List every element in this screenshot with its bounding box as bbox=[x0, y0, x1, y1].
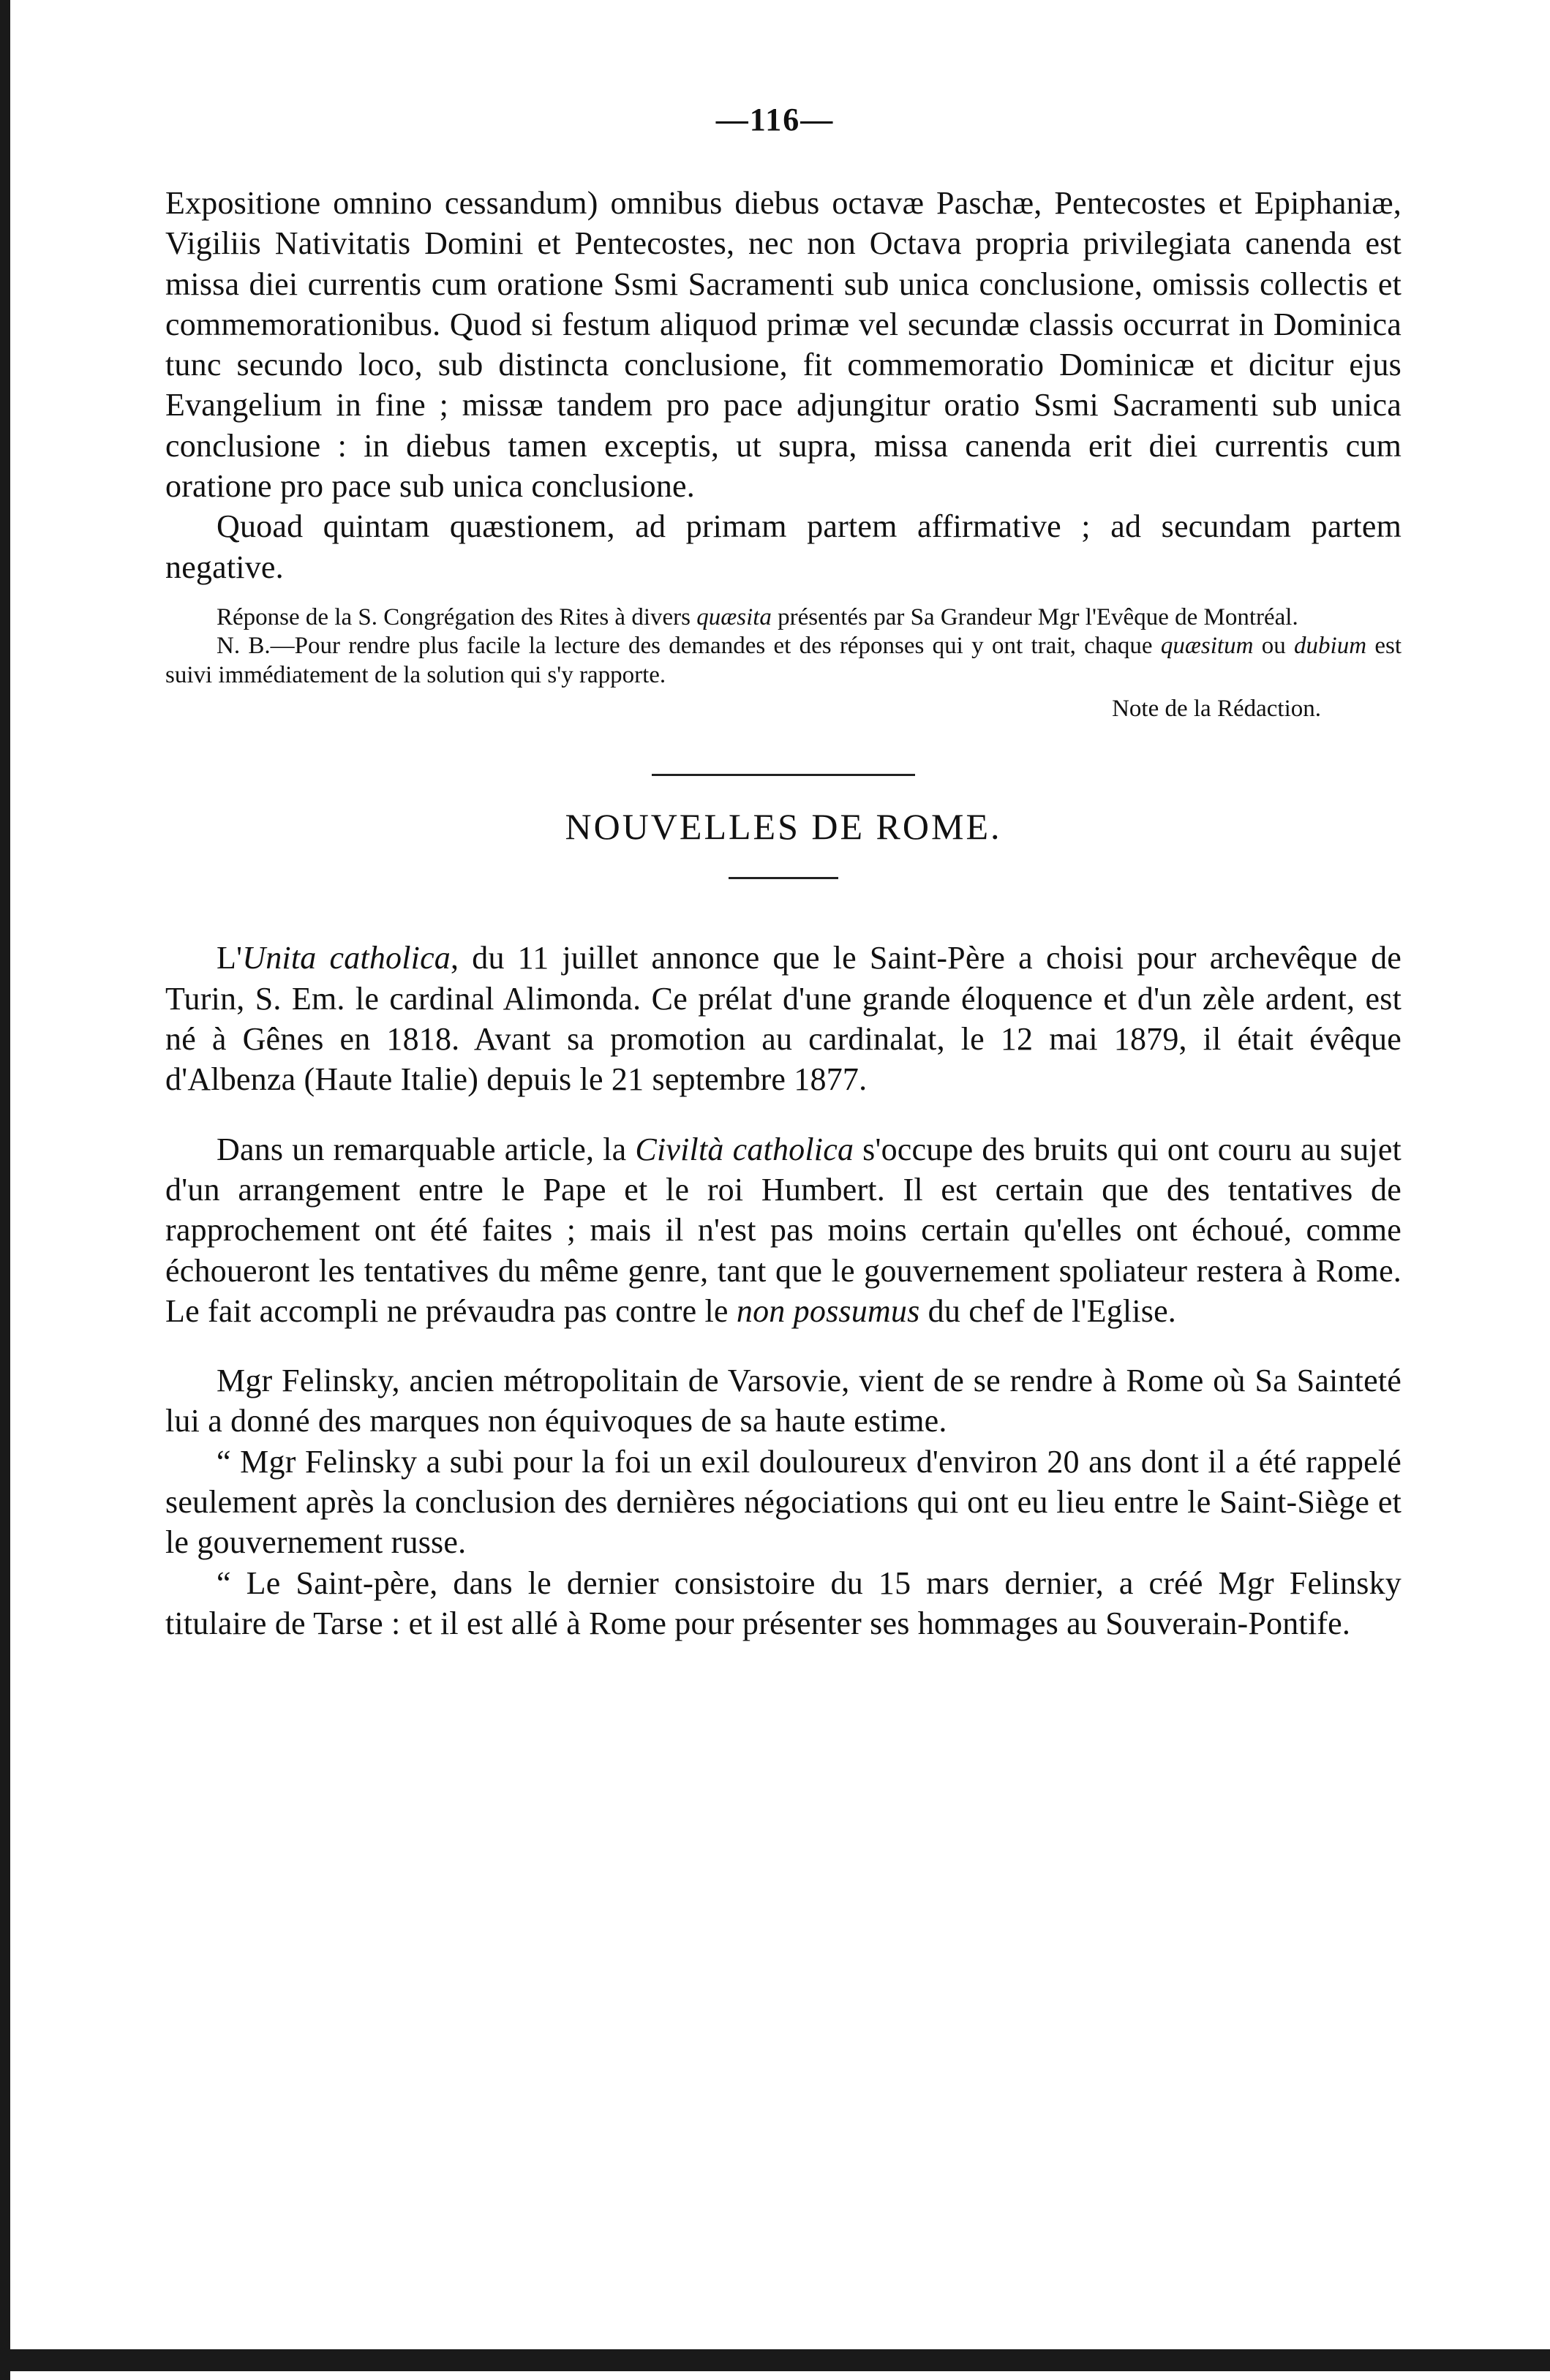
page-number: —116— bbox=[715, 102, 835, 138]
news-turin bbox=[165, 938, 1402, 1099]
nb-text-a: N. B.—Pour rendre plus facile la lecture des demandes et des réponses qui y ont trait, chaque bbox=[217, 633, 1161, 660]
news-turin-a: L' bbox=[217, 940, 243, 976]
page-edge-left bbox=[0, 0, 10, 2380]
response-note bbox=[165, 603, 1402, 633]
nb-text-mid: ou bbox=[1253, 633, 1295, 660]
news-felinsky-3: “ Le Saint-père, dans le dernier consistoire du 15 mars dernier, a créé Mgr Felinsky titulaire de Tarse : et il est allé à Rome pour présenter ses hommages au Souverain-Pontife. bbox=[165, 1564, 1402, 1641]
nb-italic-quaesitum: quæsitum bbox=[1160, 633, 1254, 660]
news-felinsky-2: “ Mgr Felinsky a subi pour la foi un exil douloureux d'environ 20 ans dont il a été rappelé seulement après la conclusion des dernières négociations qui ont eu lieu entre le Saint-Siège et le gouvernement russe. bbox=[165, 1443, 1402, 1561]
news-felinsky-1: Mgr Felinsky, ancien métropolitain de Varsovie, vient de se rendre à Rome où Sa Sainteté lui a donné des marques non équivoques de sa haute estime. bbox=[165, 1363, 1402, 1439]
separator-rule bbox=[652, 774, 915, 776]
response-text-b: présentés par Sa Grandeur Mgr l'Evêque de Montréal. bbox=[771, 603, 1298, 630]
news-civilta-c: du chef de l'Eglise. bbox=[919, 1292, 1176, 1329]
news-turin-italic: Unita catholica bbox=[242, 940, 451, 976]
response-text-a: Réponse de la S. Congrégation des Rites à divers bbox=[217, 603, 697, 630]
nb-note bbox=[165, 632, 1402, 690]
news-civilta bbox=[165, 1129, 1402, 1331]
news-turin-b: , du 11 juillet annonce que le Saint-Père a choisi pour archevêque de Turin, S. Em. le cardinal Alimonda. Ce prélat d'une grande éloquence et d'un zèle ardent, est né à Gênes en 1818. Avant sa promotion au cardinalat, le 12 mai 1879, il était évêque d'Albenza (Haute Italie) depuis le 21 septembre 1877. bbox=[165, 940, 1402, 1098]
news-civilta-italic2: non possumus bbox=[736, 1292, 920, 1329]
text-column bbox=[165, 183, 1402, 1643]
section-title: NOUVELLES DE ROME. bbox=[565, 806, 1002, 848]
nb-italic-dubium: dubium bbox=[1294, 633, 1367, 660]
editorial-signature: Note de la Rédaction. bbox=[1112, 696, 1321, 723]
news-civilta-b: s'occupe des bruits qui ont couru au sujet d'un arrangement entre le Pape et le roi Humbert. Il est certain que des tentatives de rapprochement ont été faites ; mais il n'est pas moins certain qu'elles ont échoué, comme échoueront les tentatives du même genre, tant que le gouvernement spoliateur restera à Rome. Le fait accompli ne prévaudra pas contre le bbox=[165, 1131, 1402, 1329]
paragraph-quintam: Quoad quintam quæstionem, ad primam partem affirmative ; ad secundam partem negative. bbox=[165, 508, 1402, 585]
page-edge-bottom bbox=[0, 2349, 1550, 2371]
news-civilta-italic1: Civiltà catholica bbox=[635, 1131, 854, 1167]
paragraph-exposition: Expositione omnino cessandum) omnibus diebus octavæ Paschæ, Pentecostes et Epiphaniæ, Vigiliis Nativitatis Domini et Pentecostes, nec non Octava propria privilegiata canenda est missa diei currentis cum oratione Ssmi Sacramenti sub unica conclusione, omissis collectis et commemorationibus. Quod si festum aliquod primæ vel secundæ classis occurrat in Dominica tunc secundo loco, sub distincta conclusione, fit commemoratio Dominicæ et dicitur ejus Evangelium in fine ; missæ tandem pro pace adjungitur oratio Ssmi Sacramenti sub unica conclusione : in diebus tamen exceptis, ut supra, missa canenda erit diei currentis cum oratione pro pace sub unica conclusione. bbox=[165, 185, 1402, 505]
news-civilta-a: Dans un remarquable article, la bbox=[217, 1131, 636, 1167]
response-italic: quæsita bbox=[696, 603, 772, 630]
nb-text-b: est suivi immédiatement de la solution qui s'y rapporte. bbox=[165, 633, 1402, 688]
